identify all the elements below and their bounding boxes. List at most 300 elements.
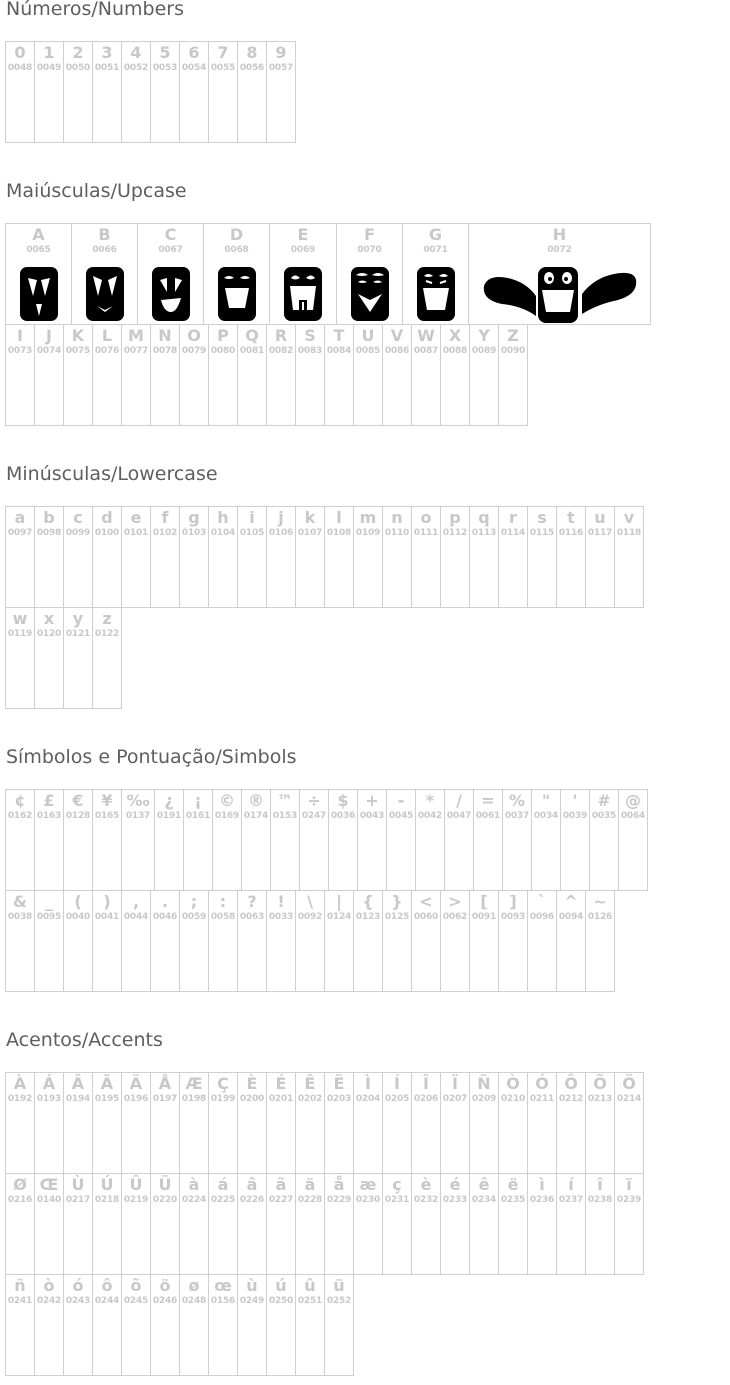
character-code: 0165 bbox=[94, 811, 120, 821]
character-code: 0103 bbox=[181, 528, 207, 538]
character-code: 0229 bbox=[326, 1195, 352, 1205]
character-label: u bbox=[594, 508, 606, 527]
glyph-cell bbox=[411, 1072, 441, 1174]
glyph-cell bbox=[560, 789, 590, 891]
glyph-cell bbox=[324, 1274, 354, 1376]
character-label: h bbox=[217, 508, 229, 527]
character-code: 0076 bbox=[94, 346, 120, 356]
character-label: ë bbox=[507, 1175, 519, 1194]
glyph-row bbox=[5, 890, 615, 992]
character-code: 0102 bbox=[152, 528, 178, 538]
character-label: O bbox=[187, 326, 201, 345]
character-label: { bbox=[362, 892, 374, 911]
glyph-cell bbox=[266, 324, 296, 426]
character-code: 0048 bbox=[7, 63, 33, 73]
character-label: Ü bbox=[158, 1175, 172, 1194]
glyph-cell bbox=[150, 41, 180, 143]
glyph-cell bbox=[5, 506, 35, 608]
character-code: 0101 bbox=[123, 528, 149, 538]
character-label: Ø bbox=[13, 1175, 27, 1194]
glyph-cell bbox=[34, 1072, 64, 1174]
character-code: 0106 bbox=[268, 528, 294, 538]
glyph-cell bbox=[150, 1072, 180, 1174]
character-code: 0203 bbox=[326, 1094, 352, 1104]
glyph-cell bbox=[266, 506, 296, 608]
glyph-cell bbox=[34, 789, 64, 891]
glyph-cell bbox=[237, 506, 267, 608]
character-label: 1 bbox=[43, 43, 55, 62]
character-code: 0233 bbox=[442, 1195, 468, 1205]
character-code: 0095 bbox=[36, 912, 62, 922]
glyph-f-icon bbox=[337, 266, 402, 324]
character-label: Õ bbox=[593, 1074, 607, 1093]
glyph-cell bbox=[469, 506, 499, 608]
glyph-cell bbox=[531, 789, 561, 891]
character-label: ò bbox=[43, 1276, 55, 1295]
character-code: 0230 bbox=[355, 1195, 381, 1205]
character-label: Ó bbox=[535, 1074, 549, 1093]
glyph-cell bbox=[353, 1173, 383, 1275]
character-label: û bbox=[304, 1276, 316, 1295]
glyph-cell bbox=[556, 1173, 586, 1275]
glyph-cell bbox=[71, 223, 138, 325]
glyph-row bbox=[5, 223, 651, 325]
glyph-cell bbox=[440, 1072, 470, 1174]
character-label: " bbox=[541, 791, 551, 810]
character-code: 0096 bbox=[529, 912, 555, 922]
character-code: 0195 bbox=[94, 1094, 120, 1104]
character-label: ™ bbox=[277, 791, 293, 810]
character-code: 0163 bbox=[36, 811, 62, 821]
glyph-row bbox=[5, 1274, 354, 1376]
character-label: J bbox=[46, 326, 52, 345]
glyph-cell bbox=[92, 324, 122, 426]
character-code: 0211 bbox=[529, 1094, 555, 1104]
glyph-cell bbox=[121, 1072, 151, 1174]
character-label: . bbox=[161, 892, 169, 911]
glyph-cell bbox=[498, 890, 528, 992]
character-label: r bbox=[509, 508, 517, 527]
character-label: ¡ bbox=[194, 791, 202, 810]
glyph-cell bbox=[121, 1173, 151, 1275]
character-code: 0049 bbox=[36, 63, 62, 73]
character-label: Ê bbox=[304, 1074, 316, 1093]
character-label: L bbox=[101, 326, 113, 345]
character-label: _ bbox=[45, 892, 53, 911]
glyph-cell bbox=[92, 1072, 122, 1174]
character-code: 0053 bbox=[152, 63, 178, 73]
character-label: 6 bbox=[188, 43, 200, 62]
character-label: @ bbox=[625, 791, 641, 810]
character-label: < bbox=[419, 892, 433, 911]
character-code: 0162 bbox=[7, 811, 33, 821]
character-label: ; bbox=[190, 892, 198, 911]
glyph-cell bbox=[237, 1072, 267, 1174]
character-label: 0 bbox=[14, 43, 26, 62]
glyph-cell bbox=[328, 789, 358, 891]
glyph-cell bbox=[237, 324, 267, 426]
character-code: 0224 bbox=[181, 1195, 207, 1205]
character-label: ‰ bbox=[126, 791, 150, 810]
character-label: Ò bbox=[506, 1074, 520, 1093]
character-label: Ë bbox=[333, 1074, 345, 1093]
character-label: ' bbox=[572, 791, 578, 810]
character-label: 7 bbox=[217, 43, 229, 62]
character-code: 0055 bbox=[210, 63, 236, 73]
glyph-cell bbox=[208, 506, 238, 608]
character-code: 0197 bbox=[152, 1094, 178, 1104]
character-code: 0156 bbox=[210, 1296, 236, 1306]
character-label: ï bbox=[626, 1175, 632, 1194]
glyph-cell bbox=[121, 789, 155, 891]
character-label: Ç bbox=[217, 1074, 229, 1093]
character-code: 0231 bbox=[384, 1195, 410, 1205]
character-label: ` bbox=[538, 892, 546, 911]
character-label: o bbox=[420, 508, 432, 527]
glyph-g-icon bbox=[403, 266, 468, 324]
character-code: 0236 bbox=[529, 1195, 555, 1205]
character-label: w bbox=[12, 609, 28, 628]
character-code: 0071 bbox=[423, 245, 448, 255]
character-label: ø bbox=[188, 1276, 200, 1295]
glyph-cell bbox=[208, 1173, 238, 1275]
glyph-cell bbox=[212, 789, 242, 891]
glyph-cell bbox=[92, 890, 122, 992]
character-label: ÷ bbox=[307, 791, 321, 810]
glyph-cell bbox=[150, 1173, 180, 1275]
character-code: 0126 bbox=[587, 912, 613, 922]
glyph-cell bbox=[324, 506, 354, 608]
character-label: Ä bbox=[129, 1074, 143, 1093]
glyph-cell bbox=[353, 890, 383, 992]
character-label: 2 bbox=[72, 43, 84, 62]
character-label: £ bbox=[43, 791, 55, 810]
character-label: G bbox=[428, 225, 443, 244]
character-label: ã bbox=[275, 1175, 287, 1194]
glyph-cell bbox=[614, 1072, 644, 1174]
glyph-cell bbox=[440, 506, 470, 608]
character-code: 0153 bbox=[272, 811, 298, 821]
character-label: N bbox=[158, 326, 172, 345]
character-code: 0058 bbox=[210, 912, 236, 922]
glyph-cell bbox=[5, 324, 35, 426]
character-code: 0249 bbox=[239, 1296, 265, 1306]
character-code: 0033 bbox=[268, 912, 294, 922]
character-label: á bbox=[217, 1175, 229, 1194]
glyph-cell bbox=[63, 789, 93, 891]
glyph-cell bbox=[179, 1072, 209, 1174]
glyph-cell bbox=[498, 1072, 528, 1174]
character-code: 0119 bbox=[7, 629, 33, 639]
character-label: ù bbox=[246, 1276, 258, 1295]
character-code: 0069 bbox=[290, 245, 316, 255]
character-label: Ù bbox=[71, 1175, 85, 1194]
character-code: 0114 bbox=[500, 528, 526, 538]
glyph-cell bbox=[34, 506, 64, 608]
character-code: 0214 bbox=[616, 1094, 642, 1104]
glyph-cell bbox=[179, 1173, 209, 1275]
glyph-cell bbox=[295, 506, 325, 608]
character-code: 0241 bbox=[7, 1296, 33, 1306]
glyph-cell bbox=[237, 890, 267, 992]
character-label: æ bbox=[359, 1175, 377, 1194]
character-code: 0218 bbox=[94, 1195, 120, 1205]
character-code: 0169 bbox=[214, 811, 240, 821]
glyph-cell bbox=[527, 506, 557, 608]
character-label: % bbox=[508, 791, 526, 810]
character-label: 3 bbox=[101, 43, 113, 62]
section-title: Minúsculas/Lowercase bbox=[6, 463, 218, 485]
character-label: * bbox=[425, 791, 435, 810]
character-label: i bbox=[249, 508, 255, 527]
glyph-cell bbox=[353, 1072, 383, 1174]
character-code: 0198 bbox=[181, 1094, 207, 1104]
glyph-cell bbox=[295, 890, 325, 992]
character-code: 0116 bbox=[558, 528, 584, 538]
glyph-cell bbox=[5, 1173, 35, 1275]
glyph-cell bbox=[386, 789, 416, 891]
character-label: î bbox=[597, 1175, 603, 1194]
character-label: Ö bbox=[622, 1074, 636, 1093]
character-label: M bbox=[128, 326, 144, 345]
glyph-cell bbox=[295, 1173, 325, 1275]
character-code: 0063 bbox=[239, 912, 265, 922]
character-code: 0040 bbox=[65, 912, 91, 922]
character-code: 0216 bbox=[7, 1195, 33, 1205]
character-label: c bbox=[73, 508, 83, 527]
glyph-cell bbox=[34, 324, 64, 426]
glyph-cell bbox=[63, 506, 93, 608]
glyph-cell bbox=[498, 324, 528, 426]
character-label: Ï bbox=[452, 1074, 458, 1093]
character-code: 0196 bbox=[123, 1094, 149, 1104]
character-label: # bbox=[597, 791, 611, 810]
character-code: 0200 bbox=[239, 1094, 265, 1104]
character-label: : bbox=[219, 892, 227, 911]
section-title: Acentos/Accents bbox=[6, 1029, 163, 1051]
character-code: 0120 bbox=[36, 629, 62, 639]
glyph-cell bbox=[444, 789, 474, 891]
glyph-cell bbox=[585, 1072, 615, 1174]
character-code: 0201 bbox=[268, 1094, 294, 1104]
character-code: 0081 bbox=[239, 346, 265, 356]
glyph-cell bbox=[63, 324, 93, 426]
character-code: 0217 bbox=[65, 1195, 91, 1205]
glyph-cell bbox=[121, 890, 151, 992]
glyph-cell bbox=[179, 1274, 209, 1376]
character-label: â bbox=[246, 1175, 258, 1194]
character-label: ç bbox=[392, 1175, 402, 1194]
glyph-b-icon bbox=[72, 266, 137, 324]
character-label: z bbox=[102, 609, 112, 628]
glyph-cell bbox=[324, 1173, 354, 1275]
character-label: A bbox=[32, 225, 45, 244]
character-label: © bbox=[219, 791, 235, 810]
character-label: 9 bbox=[275, 43, 287, 62]
character-code: 0113 bbox=[471, 528, 497, 538]
glyph-cell bbox=[237, 1274, 267, 1376]
character-label: 5 bbox=[159, 43, 171, 62]
character-code: 0047 bbox=[446, 811, 472, 821]
character-label: [ bbox=[480, 892, 488, 911]
character-code: 0199 bbox=[210, 1094, 236, 1104]
glyph-h-icon bbox=[469, 266, 650, 324]
character-code: 0083 bbox=[297, 346, 323, 356]
glyph-cell bbox=[92, 607, 122, 709]
character-code: 0036 bbox=[330, 811, 356, 821]
glyph-cell bbox=[527, 1173, 557, 1275]
character-code: 0038 bbox=[7, 912, 33, 922]
character-label: / bbox=[456, 791, 462, 810]
glyph-row bbox=[5, 607, 122, 709]
glyph-cell bbox=[34, 1173, 64, 1275]
character-code: 0104 bbox=[210, 528, 236, 538]
glyph-cell bbox=[299, 789, 329, 891]
character-code: 0087 bbox=[413, 346, 439, 356]
character-label: ( bbox=[74, 892, 82, 911]
character-code: 0121 bbox=[65, 629, 91, 639]
character-label: ö bbox=[159, 1276, 171, 1295]
glyph-cell bbox=[618, 789, 648, 891]
glyph-cell bbox=[237, 41, 267, 143]
glyph-cell bbox=[324, 324, 354, 426]
glyph-cell bbox=[121, 506, 151, 608]
character-code: 0192 bbox=[7, 1094, 33, 1104]
character-code: 0037 bbox=[504, 811, 530, 821]
glyph-cell bbox=[63, 1072, 93, 1174]
glyph-cell bbox=[241, 789, 271, 891]
character-label: í bbox=[568, 1175, 574, 1194]
character-code: 0100 bbox=[94, 528, 120, 538]
character-code: 0073 bbox=[7, 346, 33, 356]
character-code: 0090 bbox=[500, 346, 526, 356]
glyph-cell bbox=[353, 324, 383, 426]
character-label: ! bbox=[277, 892, 285, 911]
character-label: ô bbox=[101, 1276, 113, 1295]
character-label: € bbox=[72, 791, 84, 810]
glyph-cell bbox=[382, 324, 412, 426]
glyph-cell bbox=[585, 1173, 615, 1275]
glyph-e-icon bbox=[270, 266, 336, 324]
glyph-cell bbox=[585, 506, 615, 608]
character-label: } bbox=[391, 892, 403, 911]
glyph-cell bbox=[556, 890, 586, 992]
glyph-cell bbox=[137, 223, 204, 325]
character-label: V bbox=[390, 326, 404, 345]
character-label: Œ bbox=[39, 1175, 59, 1194]
character-code: 0124 bbox=[326, 912, 352, 922]
glyph-cell bbox=[556, 506, 586, 608]
glyph-cell bbox=[34, 607, 64, 709]
character-label: P bbox=[217, 326, 229, 345]
character-label: ê bbox=[478, 1175, 490, 1194]
glyph-cell bbox=[556, 1072, 586, 1174]
character-code: 0078 bbox=[152, 346, 178, 356]
character-label: Á bbox=[42, 1074, 56, 1093]
character-code: 0060 bbox=[413, 912, 439, 922]
character-label: s bbox=[537, 508, 547, 527]
character-label: e bbox=[130, 508, 142, 527]
character-code: 0210 bbox=[500, 1094, 526, 1104]
character-code: 0065 bbox=[26, 245, 51, 255]
character-code: 0057 bbox=[268, 63, 294, 73]
glyph-cell bbox=[92, 41, 122, 143]
character-code: 0075 bbox=[65, 346, 91, 356]
character-label: ] bbox=[509, 892, 517, 911]
character-code: 0220 bbox=[152, 1195, 178, 1205]
character-code: 0074 bbox=[36, 346, 62, 356]
glyph-cell bbox=[5, 223, 72, 325]
character-code: 0094 bbox=[558, 912, 584, 922]
character-label: ú bbox=[275, 1276, 287, 1295]
glyph-cell bbox=[382, 1072, 412, 1174]
glyph-cell bbox=[411, 506, 441, 608]
glyph-cell bbox=[270, 789, 300, 891]
character-code: 0070 bbox=[357, 245, 382, 255]
character-code: 0232 bbox=[413, 1195, 439, 1205]
character-label: è bbox=[420, 1175, 432, 1194]
character-label: f bbox=[161, 508, 169, 527]
character-code: 0204 bbox=[355, 1094, 381, 1104]
glyph-cell bbox=[5, 607, 35, 709]
glyph-cell bbox=[150, 506, 180, 608]
character-label: ® bbox=[248, 791, 264, 810]
glyph-cell bbox=[402, 223, 469, 325]
character-label: ? bbox=[247, 892, 257, 911]
glyph-cell bbox=[92, 506, 122, 608]
character-label: p bbox=[449, 508, 461, 527]
character-code: 0052 bbox=[123, 63, 149, 73]
character-label: ¢ bbox=[14, 791, 26, 810]
character-label: k bbox=[304, 508, 316, 527]
glyph-cell bbox=[5, 1072, 35, 1174]
character-label: j bbox=[278, 508, 284, 527]
character-code: 0064 bbox=[620, 811, 646, 821]
character-code: 0044 bbox=[123, 912, 149, 922]
glyph-cell bbox=[411, 1173, 441, 1275]
character-code: 0252 bbox=[326, 1296, 352, 1306]
glyph-cell bbox=[269, 223, 337, 325]
character-label: I bbox=[17, 326, 23, 345]
glyph-cell bbox=[150, 1274, 180, 1376]
character-label: T bbox=[333, 326, 345, 345]
glyph-cell bbox=[357, 789, 387, 891]
section-title: Maiúsculas/Upcase bbox=[6, 180, 187, 202]
glyph-cell bbox=[502, 789, 532, 891]
glyph-cell bbox=[5, 789, 35, 891]
character-code: 0059 bbox=[181, 912, 207, 922]
glyph-cell bbox=[121, 41, 151, 143]
character-label: C bbox=[164, 225, 177, 244]
glyph-cell bbox=[237, 1173, 267, 1275]
glyph-cell bbox=[92, 789, 122, 891]
character-label: H bbox=[552, 225, 567, 244]
character-label: & bbox=[13, 892, 27, 911]
character-label: Ì bbox=[365, 1074, 371, 1093]
character-label: É bbox=[275, 1074, 287, 1093]
character-label: K bbox=[71, 326, 85, 345]
character-code: 0107 bbox=[297, 528, 323, 538]
character-label: \ bbox=[307, 892, 313, 911]
character-code: 0205 bbox=[384, 1094, 410, 1104]
glyph-cell bbox=[92, 1274, 122, 1376]
character-label: q bbox=[478, 508, 490, 527]
glyph-cell bbox=[154, 789, 184, 891]
glyph-c-icon bbox=[138, 266, 203, 324]
character-code: 0239 bbox=[616, 1195, 642, 1205]
character-code: 0043 bbox=[359, 811, 385, 821]
character-code: 0099 bbox=[65, 528, 91, 538]
